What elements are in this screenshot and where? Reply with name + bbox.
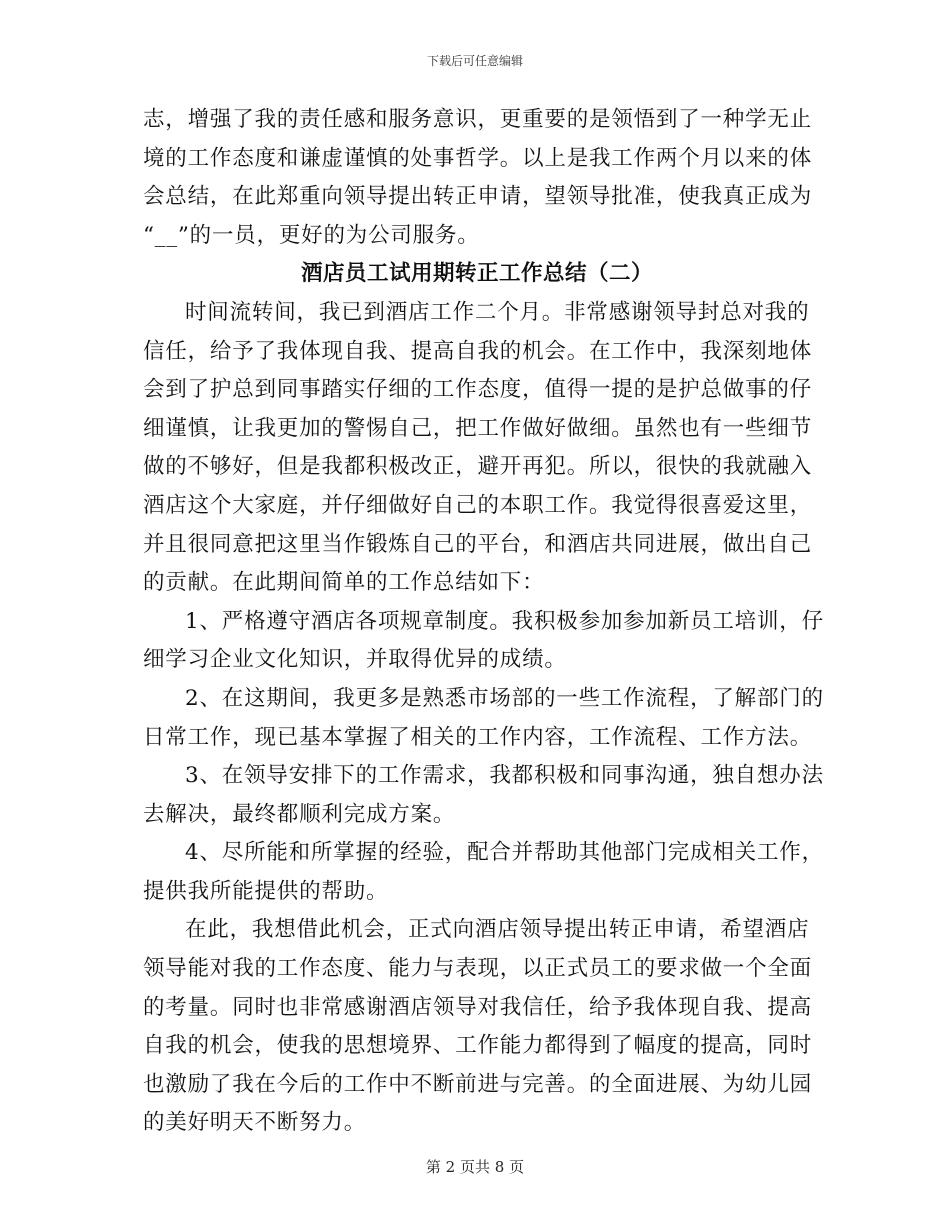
paragraph1-line: 细谨慎，让我更加的警惕自己，把工作做好做细。虽然也有一些细节 bbox=[143, 415, 813, 441]
list-item-4-line: 提供我所能提供的帮助。 bbox=[143, 878, 389, 904]
closing-line: 领导能对我的工作态度、能力与表现，以正式员工的要求做一个全面 bbox=[143, 956, 813, 982]
list-item-3-line: 3、在领导安排下的工作需求，我都积极和同事沟通，独自想办法 bbox=[185, 763, 824, 789]
paragraph1-line: 酒店这个大家庭，并仔细做好自己的本职工作。我觉得很喜爱这里， bbox=[143, 492, 813, 518]
list-item-4-line: 4、尽所能和所掌握的经验，配合并帮助其他部门完成相关工作， bbox=[185, 840, 824, 866]
closing-line: 也激励了我在今后的工作中不断前进与完善。的全面进展、为幼儿园 bbox=[143, 1071, 813, 1097]
paragraph1-line: 并且很同意把这里当作锻炼自己的平台，和酒店共同进展，做出自己 bbox=[143, 531, 813, 557]
paragraph1-line: 的贡献。在此期间简单的工作总结如下： bbox=[143, 570, 545, 596]
paragraph1-line: 做的不够好，但是我都积极改正，避开再犯。所以，很快的我就融入 bbox=[143, 454, 813, 480]
closing-line: 的美好明天不断努力。 bbox=[143, 1110, 367, 1136]
list-item-1-line: 细学习企业文化知识，并取得优异的成绩。 bbox=[143, 647, 567, 673]
intro-line: 境的工作态度和谦虚谨慎的处事哲学。以上是我工作两个月以来的体 bbox=[143, 145, 813, 171]
list-item-3-line: 去解决，最终都顺利完成方案。 bbox=[143, 801, 456, 827]
intro-line: 会总结，在此郑重向领导提出转正申请，望领导批准，使我真正成为 bbox=[143, 184, 813, 210]
document-body bbox=[143, 101, 824, 1143]
list-item-2-line: 日常工作，现已基本掌握了相关的工作内容，工作流程、工作方法。 bbox=[143, 724, 813, 750]
closing-line: 自我的机会，使我的思想境界、工作能力都得到了幅度的提高，同时 bbox=[143, 1033, 813, 1059]
page-header: 下载后可任意编辑 bbox=[426, 54, 523, 68]
intro-line: “__”的一员，更好的为公司服务。 bbox=[143, 222, 480, 248]
closing-line: 的考量。同时也非常感谢酒店领导对我信任，给予我体现自我、提高 bbox=[143, 994, 813, 1020]
section-title: 酒店员工试用期转正工作总结（二） bbox=[300, 261, 653, 287]
paragraph1-line: 会到了护总到同事踏实仔细的工作态度，值得一提的是护总做事的仔 bbox=[143, 377, 813, 403]
list-item-1-line: 1、严格遵守酒店各项规章制度。我积极参加参加新员工培训，仔 bbox=[185, 608, 824, 634]
paragraph1-line: 时间流转间，我已到酒店工作二个月。非常感谢领导封总对我的 bbox=[185, 299, 810, 325]
page-footer: 第 2 页共 8 页 bbox=[425, 1158, 525, 1176]
intro-line: 志，增强了我的责任感和服务意识，更重要的是领悟到了一种学无止 bbox=[143, 107, 813, 132]
closing-line: 在此，我想借此机会，正式向酒店领导提出转正申请，希望酒店 bbox=[185, 917, 810, 943]
paragraph1-line: 信任，给予了我体现自我、提高自我的机会。在工作中，我深刻地体 bbox=[143, 338, 813, 364]
list-item-2-line: 2、在这期间，我更多是熟悉市场部的一些工作流程，了解部门的 bbox=[185, 685, 824, 711]
